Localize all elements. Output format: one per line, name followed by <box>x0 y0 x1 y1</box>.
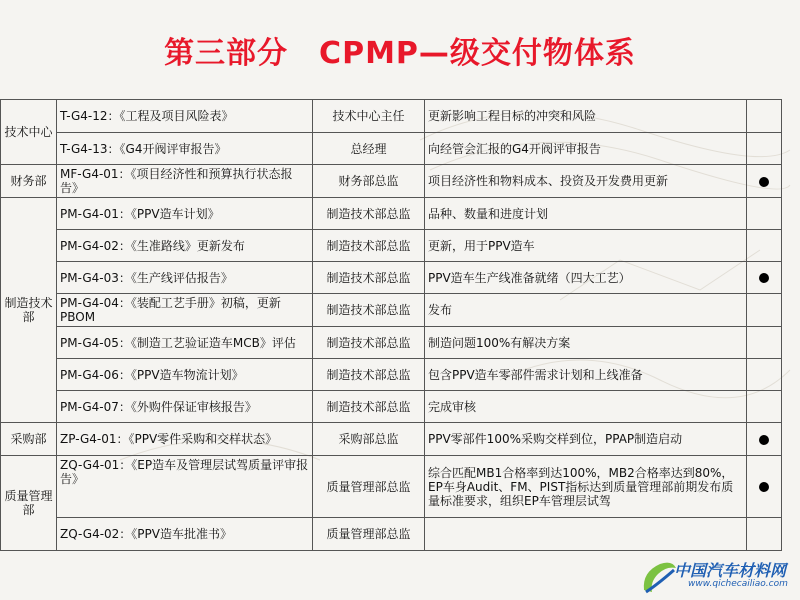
deliverable-cell: PM-G4-02：《生准路线》更新发布 <box>57 230 313 262</box>
mark-cell <box>747 327 782 359</box>
description-cell: 更新，用于PPV造车 <box>425 230 747 262</box>
owner-cell: 制造技术部总监 <box>313 391 425 423</box>
deliverable-cell: PM-G4-04：《装配工艺手册》初稿，更新PBOM <box>57 294 313 327</box>
dept-cell: 技术中心 <box>1 100 57 165</box>
table-row <box>1 165 782 198</box>
description-cell: 向经管会汇报的G4开阀评审报告 <box>425 133 747 165</box>
site-logo[interactable] <box>638 554 798 598</box>
table-row <box>1 456 782 518</box>
owner-cell: 质量管理部总监 <box>313 518 425 551</box>
dept-cell: 采购部 <box>1 423 57 456</box>
description-cell <box>425 518 747 551</box>
mark-cell <box>747 262 782 294</box>
logo-name: 中国汽车材料网 <box>674 561 787 580</box>
description-cell: PPV造车生产线准备就绪（四大工艺） <box>425 262 747 294</box>
deliverable-cell: ZQ-G4-02：《PPV造车批准书》 <box>57 518 313 551</box>
table-row <box>1 423 782 456</box>
table-row <box>1 359 782 391</box>
deliverable-cell: ZQ-G4-01：《EP造车及管理层试驾质量评审报告》 <box>57 456 313 518</box>
table-row <box>1 133 782 165</box>
owner-cell: 总经理 <box>313 133 425 165</box>
table-row <box>1 327 782 359</box>
deliverable-cell: PM-G4-05：《制造工艺验证造车MCB》评估 <box>57 327 313 359</box>
dept-cell: 财务部 <box>1 165 57 198</box>
owner-cell: 制造技术部总监 <box>313 230 425 262</box>
filled-dot-icon <box>759 177 769 187</box>
deliverable-cell: PM-G4-01：《PPV造车计划》 <box>57 198 313 230</box>
description-cell: 品种、数量和进度计划 <box>425 198 747 230</box>
mark-cell <box>747 230 782 262</box>
mark-cell <box>747 359 782 391</box>
dept-cell: 制造技术部 <box>1 198 57 423</box>
filled-dot-icon <box>759 435 769 445</box>
page-title: 第三部分 CPMP—级交付物体系 <box>164 36 636 71</box>
mark-cell <box>747 165 782 198</box>
owner-cell: 制造技术部总监 <box>313 327 425 359</box>
mark-cell <box>747 198 782 230</box>
deliverable-cell: T-G4-13：《G4开阀评审报告》 <box>57 133 313 165</box>
owner-cell: 制造技术部总监 <box>313 198 425 230</box>
leaf-swoosh-icon <box>638 554 678 598</box>
deliverable-cell: PM-G4-03：《生产线评估报告》 <box>57 262 313 294</box>
deliverable-cell: ZP-G4-01：《PPV零件采购和交样状态》 <box>57 423 313 456</box>
description-cell: 项目经济性和物料成本、投资及开发费用更新 <box>425 165 747 198</box>
owner-cell: 制造技术部总监 <box>313 359 425 391</box>
deliverable-cell: PM-G4-07：《外购件保证审核报告》 <box>57 391 313 423</box>
description-cell: 发布 <box>425 294 747 327</box>
owner-cell: 采购部总监 <box>313 423 425 456</box>
logo-url: www.qichecailiao.com <box>688 579 788 589</box>
dept-cell: 质量管理部 <box>1 456 57 551</box>
table-row <box>1 262 782 294</box>
mark-cell <box>747 456 782 518</box>
owner-cell: 技术中心主任 <box>313 100 425 133</box>
owner-cell: 制造技术部总监 <box>313 262 425 294</box>
table-row <box>1 230 782 262</box>
mark-cell <box>747 294 782 327</box>
owner-cell: 质量管理部总监 <box>313 456 425 518</box>
filled-dot-icon <box>759 273 769 283</box>
table-row <box>1 391 782 423</box>
mark-cell <box>747 518 782 551</box>
mark-cell <box>747 423 782 456</box>
table-row <box>1 198 782 230</box>
description-cell: PPV零部件100%采购交样到位，PPAP制造启动 <box>425 423 747 456</box>
mark-cell <box>747 100 782 133</box>
description-cell: 制造问题100%有解决方案 <box>425 327 747 359</box>
description-cell: 综合匹配MB1合格率到达100%，MB2合格率达到80%，EP车身Audit、FM、PIST指标达到质量管理部前期发布质量标准要求，组织EP车管理层试驾 <box>425 456 747 518</box>
deliverable-cell: MF-G4-01：《项目经济性和预算执行状态报告》 <box>57 165 313 198</box>
description-cell: 包含PPV造车零部件需求计划和上线准备 <box>425 359 747 391</box>
owner-cell: 制造技术部总监 <box>313 294 425 327</box>
table-row <box>1 294 782 327</box>
owner-cell: 财务部总监 <box>313 165 425 198</box>
mark-cell <box>747 133 782 165</box>
description-cell: 更新影响工程目标的冲突和风险 <box>425 100 747 133</box>
deliverable-cell: T-G4-12：《工程及项目风险表》 <box>57 100 313 133</box>
filled-dot-icon <box>759 482 769 492</box>
table-row <box>1 100 782 133</box>
description-cell: 完成审核 <box>425 391 747 423</box>
table-row <box>1 518 782 551</box>
deliverables-table <box>0 99 782 551</box>
deliverable-cell: PM-G4-06：《PPV造车物流计划》 <box>57 359 313 391</box>
mark-cell <box>747 391 782 423</box>
